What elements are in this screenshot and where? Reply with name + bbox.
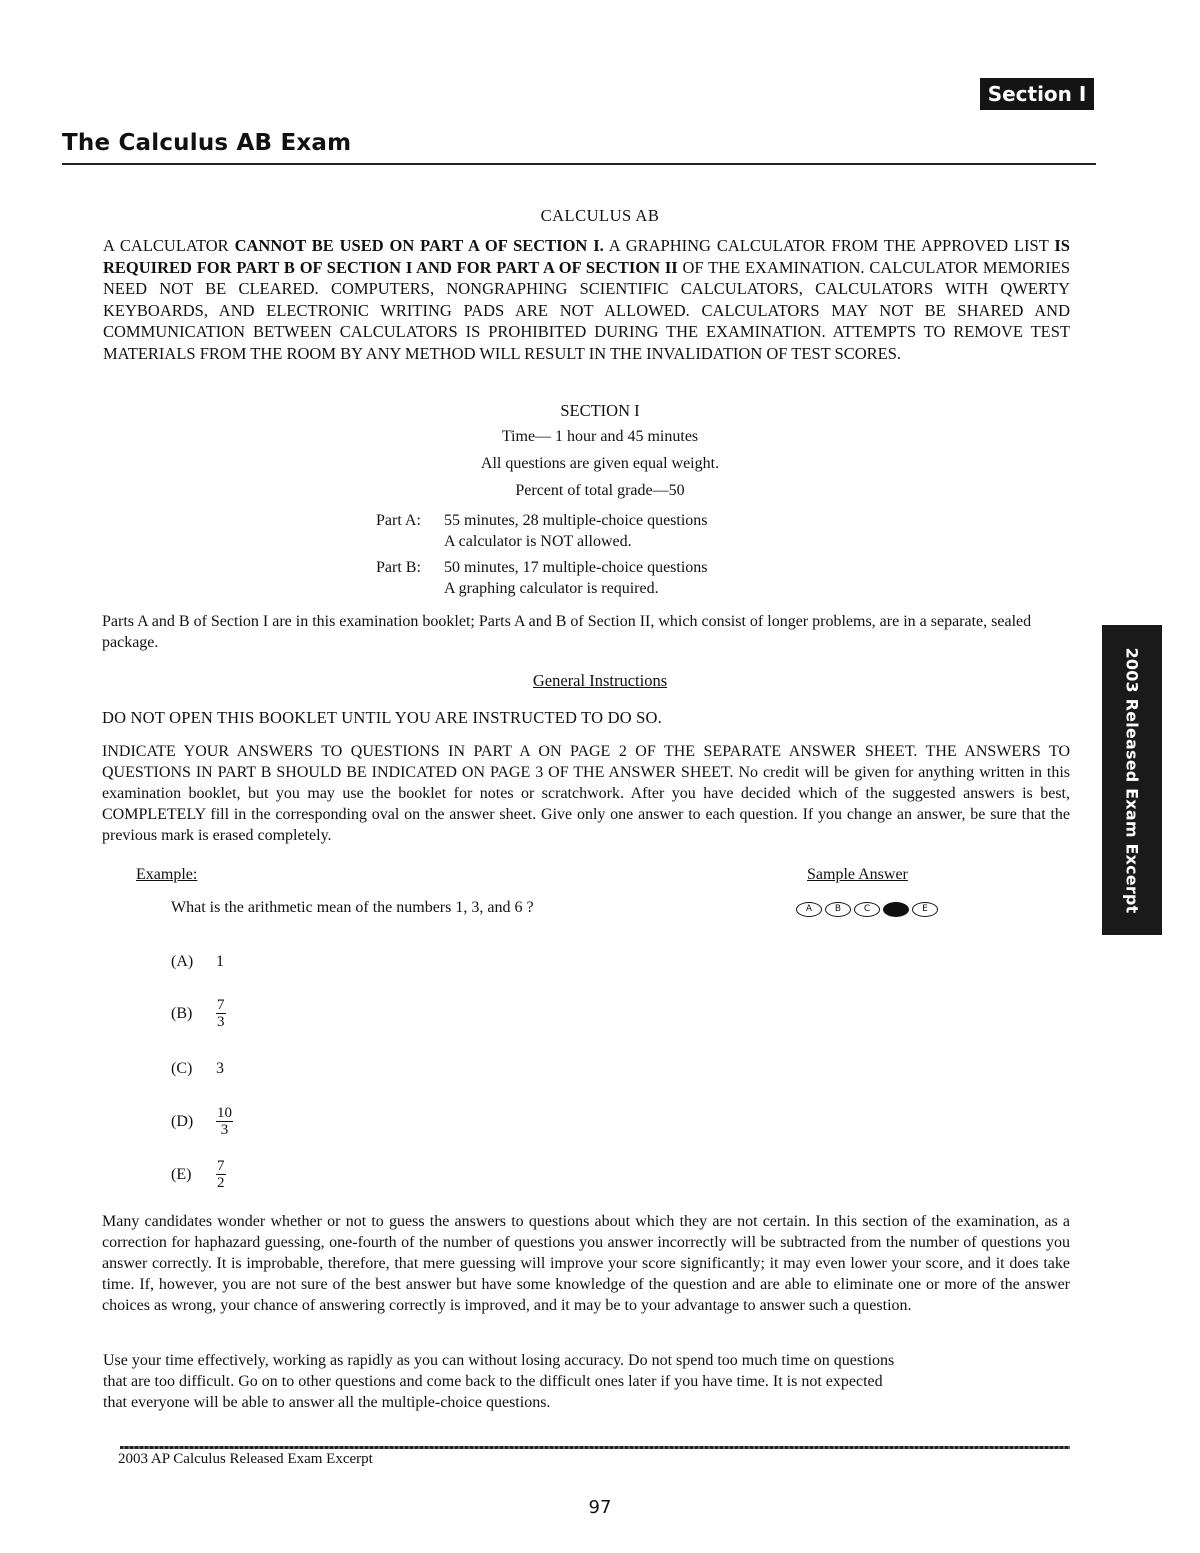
- part-b-line1: 50 minutes, 17 multiple-choice questions: [444, 559, 708, 576]
- fraction-denominator: 2: [217, 1175, 225, 1191]
- fraction: [216, 1105, 233, 1138]
- footer-text: 2003 AP Calculus Released Exam Excerpt: [118, 1451, 373, 1467]
- part-b-info: [376, 557, 708, 599]
- answer-instructions-caps: INDICATE YOUR ANSWERS TO QUESTIONS IN PART A ON PAGE 2 OF THE SEPARATE ANSWER SHEET. THE ANSWERS TO QUESTIONS IN PART B SHOULD BE INDICATED ON PAGE 3 OF THE ANSWER SHEET.: [102, 743, 1070, 781]
- choice-value: 3: [216, 1060, 224, 1077]
- warning-bold-2: IS REQUIRED FOR PART B OF SECTION I AND FOR PART A OF SECTION II: [103, 236, 1070, 277]
- guessing-paragraph: Many candidates wonder whether or not to guess the answers to questions about which they are not certain. In this section of the examination, as a correction for haphazard guessing, one-fourth of the number of questions you answer incorrectly will be subtracted from the number of questions you answer correctly. It is improbable, therefore, that mere guessing will improve your score significantly; it may even lower your score, and it does take time. If, however, you are not sure of the best answer but have some knowledge of the question and are able to eliminate one or more of the answer choices as wrong, your chance of answering correctly is improved, and it may be to your advantage to answer such a question.: [102, 1213, 1070, 1314]
- section-badge: Section I: [980, 78, 1094, 110]
- part-b-line2: A graphing calculator is required.: [444, 580, 659, 597]
- choice-letter: (E): [171, 1165, 192, 1183]
- sample-answer-label: Sample Answer: [807, 866, 908, 883]
- parts-note: Parts A and B of Section I are in this examination booklet; Parts A and B of Section II, which consist of longer problems, are in a separate, sealed package.: [102, 613, 1032, 651]
- choice-a: [171, 953, 224, 971]
- choice-letter: (C): [171, 1060, 193, 1077]
- warning-text-2: A GRAPHING CALCULATOR FROM THE APPROVED LIST: [603, 236, 1055, 255]
- section-heading: SECTION I: [560, 401, 640, 420]
- bubble-e: E: [912, 902, 938, 917]
- choice-c: [171, 1060, 224, 1078]
- choice-d: [171, 1105, 233, 1138]
- footer-divider: [120, 1446, 1070, 1449]
- sample-answer-bubbles: [796, 902, 938, 917]
- exam-title: The Calculus AB Exam: [62, 130, 352, 156]
- choice-letter: (B): [171, 1004, 193, 1022]
- time-paragraph: Use your time effectively, working as rapidly as you can without losing accuracy. Do not spend too much time on questions that are too difficult. Go on to other questions and come back to the difficult ones later if you have time. It is not expected that everyone will be able to answer all the multiple-choice questions.: [103, 1352, 895, 1411]
- bubble-c: C: [854, 902, 880, 917]
- exam-heading: CALCULUS AB: [540, 206, 660, 225]
- title-divider: [62, 163, 1096, 165]
- example-question: What is the arithmetic mean of the numbers 1, 3, and 6 ?: [171, 899, 534, 916]
- fraction-denominator: 3: [217, 1014, 225, 1030]
- section-time: Time— 1 hour and 45 minutes: [501, 428, 699, 445]
- warning-bold-1: CANNOT BE USED ON PART A OF SECTION I.: [234, 236, 604, 255]
- choice-letter: (A): [171, 953, 194, 970]
- section-weight: All questions are given equal weight.: [480, 455, 720, 472]
- page-number: 97: [588, 1497, 612, 1518]
- calculator-warning: [103, 235, 1070, 364]
- fraction-numerator: 10: [217, 1105, 232, 1121]
- fraction: [216, 1158, 226, 1191]
- fraction-denominator: 3: [220, 1122, 229, 1138]
- bubble-d-filled: D: [883, 902, 909, 917]
- choice-b: [171, 997, 226, 1030]
- choice-e: [171, 1158, 226, 1191]
- warning-text-3: OF THE EXAMINATION. CALCULATOR MEMORIES NEED NOT BE CLEARED. COMPUTERS, NONGRAPHING SCIENTIFIC CALCULATORS, CALCULATORS WITH QWERTY KEYBOARDS, AND ELECTRONIC WRITING PADS ARE NOT ALLOWED. CALCULATORS MAY NOT BE SHARED AND COMMUNICATION BETWEEN CALCULATORS IS PROHIBITED DURING THE EXAMINATION. ATTEMPTS TO REMOVE TEST MATERIALS FROM THE ROOM BY ANY METHOD WILL RESULT IN THE INVALIDATION OF TEST SCORES.: [103, 257, 1070, 363]
- example-label: Example:: [136, 866, 198, 883]
- part-a-line2: A calculator is NOT allowed.: [444, 533, 632, 550]
- part-b-label: Part B:: [376, 559, 421, 576]
- section-percent: Percent of total grade—50: [515, 482, 685, 499]
- bubble-b: B: [825, 902, 851, 917]
- part-a-info: [376, 510, 708, 552]
- fraction: [216, 997, 226, 1030]
- part-a-line1: 55 minutes, 28 multiple-choice questions: [444, 512, 708, 529]
- bubble-a: A: [796, 902, 822, 917]
- part-a-label: Part A:: [376, 512, 421, 529]
- side-tab-label: 2003 Released Exam Excerpt: [1122, 647, 1142, 913]
- warning-text-1: A CALCULATOR: [103, 236, 235, 255]
- choice-value: 1: [216, 953, 224, 970]
- general-instructions-heading: General Instructions: [532, 671, 668, 690]
- fraction-numerator: 7: [217, 1158, 225, 1174]
- choice-letter: (D): [171, 1112, 194, 1130]
- answer-instructions-rest: No credit will be given for anything written in this examination booklet, but you may use the booklet for notes or scratchwork. After you have decided which of the suggested answers is best, COMPLETELY fill in the corresponding oval on the answer sheet. Give only one answer to each question. If you change an answer, be sure that the previous mark is erased completely.: [102, 764, 1071, 844]
- do-not-open-notice: DO NOT OPEN THIS BOOKLET UNTIL YOU ARE INSTRUCTED TO DO SO.: [102, 708, 662, 727]
- fraction-numerator: 7: [217, 997, 225, 1013]
- answer-instructions: [102, 741, 1070, 846]
